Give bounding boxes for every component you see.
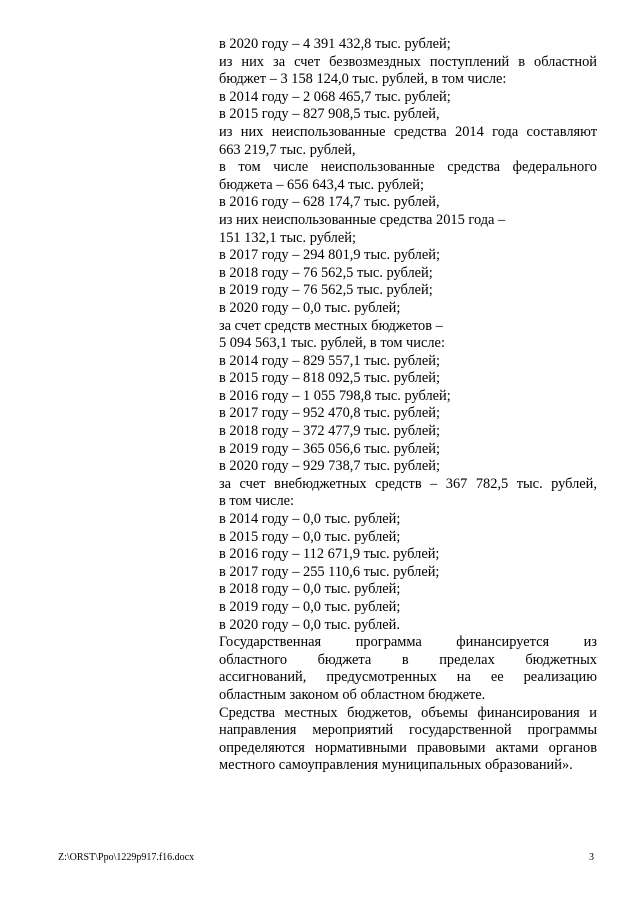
text-line: областного бюджета в пределах бюджетных	[219, 651, 597, 668]
text-line: в 2016 году – 112 671,9 тыс. рублей;	[219, 546, 440, 563]
text-line: из них неиспользованные средства 2014 года составляют	[219, 123, 597, 140]
text-line: в 2020 году – 4 391 432,8 тыс. рублей;	[219, 36, 451, 52]
footer-file-path: Z:\ORST\Ppo\1229p917.f16.docx	[58, 852, 195, 863]
text-line: 151 132,1 тыс. рублей;	[219, 229, 356, 246]
text-line: Средства местных бюджетов, объемы финансирования и	[219, 704, 597, 721]
text-line: в 2019 году – 365 056,6 тыс. рублей;	[219, 440, 440, 457]
text-line: в 2015 году – 818 092,5 тыс. рублей;	[219, 370, 440, 387]
text-line: в 2018 году – 76 562,5 тыс. рублей;	[219, 264, 433, 281]
text-line: в 2016 году – 628 174,7 тыс. рублей,	[219, 194, 440, 211]
text-line: в 2019 году – 0,0 тыс. рублей;	[219, 599, 401, 615]
text-line: в 2020 году – 0,0 тыс. рублей;	[219, 299, 401, 316]
text-line: областным законом об областном бюджете.	[219, 686, 486, 703]
text-line: в 2017 году – 255 110,6 тыс. рублей;	[219, 563, 440, 580]
text-line: в 2015 году – 0,0 тыс. рублей;	[219, 528, 401, 545]
text-line: в 2014 году – 2 068 465,7 тыс. рублей;	[219, 88, 451, 105]
text-line: в 2018 году – 372 477,9 тыс. рублей;	[219, 423, 440, 440]
text-line: из них неиспользованные средства 2015 года –	[219, 211, 506, 228]
text-line: местного самоуправления муниципальных образований».	[219, 757, 573, 774]
text-line: в том числе неиспользованные средства федерального	[219, 159, 597, 176]
text-line: из них за счет безвозмездных поступлений в областной	[219, 53, 597, 70]
text-line: в 2018 году – 0,0 тыс. рублей;	[219, 581, 401, 598]
text-line: в 2016 году – 1 055 798,8 тыс. рублей;	[219, 387, 451, 404]
text-line: бюджет – 3 158 124,0 тыс. рублей, в том числе:	[219, 71, 507, 88]
text-line: ассигнований, предусмотренных на ее реализацию	[219, 669, 597, 686]
text-line: за счет внебюджетных средств – 367 782,5 тыс. рублей,	[219, 475, 597, 492]
document-body	[219, 36, 597, 775]
text-line: определяются нормативными правовыми актами органов	[219, 739, 597, 756]
text-line: в 2017 году – 952 470,8 тыс. рублей;	[219, 405, 440, 422]
text-line: 5 094 563,1 тыс. рублей, в том числе:	[219, 335, 445, 352]
text-line: в 2014 году – 0,0 тыс. рублей;	[219, 511, 401, 528]
text-line: 663 219,7 тыс. рублей,	[219, 141, 356, 158]
text-line: Государственная программа финансируется из	[219, 634, 597, 651]
text-line: в 2019 году – 76 562,5 тыс. рублей;	[219, 282, 433, 299]
text-line: бюджета – 656 643,4 тыс. рублей;	[219, 176, 424, 193]
text-line: в 2020 году – 0,0 тыс. рублей.	[219, 616, 400, 633]
text-line: в 2020 году – 929 738,7 тыс. рублей;	[219, 458, 440, 475]
text-line: в том числе:	[219, 493, 295, 510]
page-number: 3	[589, 852, 594, 863]
text-line: направления мероприятий государственной программы	[219, 722, 597, 739]
text-line: в 2017 году – 294 801,9 тыс. рублей;	[219, 247, 440, 264]
text-line: за счет средств местных бюджетов –	[219, 317, 443, 334]
text-line: в 2014 году – 829 557,1 тыс. рублей;	[219, 352, 440, 369]
text-line: в 2015 году – 827 908,5 тыс. рублей,	[219, 106, 440, 123]
